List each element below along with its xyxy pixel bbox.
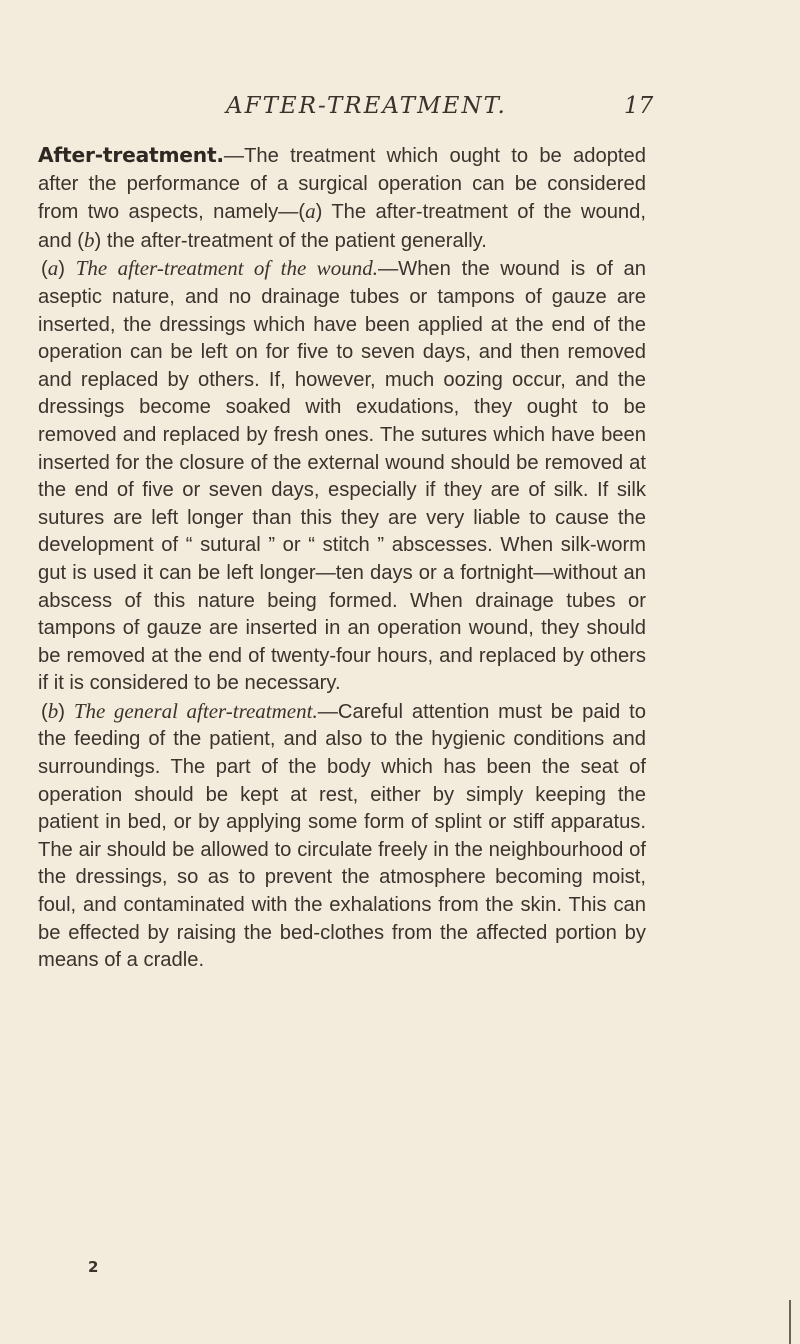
subsection-title: The after-treatment of the wound.	[75, 256, 378, 281]
running-title: AFTER-TREATMENT.	[226, 93, 507, 119]
running-head	[0, 93, 800, 127]
paragraph-text: ) The after-treatment of the wound, and (	[38, 201, 646, 252]
subsection-title: The general after-treatment.	[73, 698, 318, 723]
section-heading: After-treatment.	[38, 143, 224, 167]
paragraph-text: —Careful attention must be paid to the feeding of the patient, and also to the hygienic conditions and surroundings. The part of the body which has been the seat of operation should be kept at rest, either by simply keeping the patient in bed, or by applying some form of splint or stiff apparatus. The air should be allowed to circulate freely in the neighbourhood of the dressings, so as to prevent the atmosphere becoming moist, foul, and contaminated with the exhalations from the skin. This can be effected by raising the bed-clothes from the affected portion by means of a cradle.	[38, 700, 646, 972]
signature-mark: 2	[88, 1258, 99, 1276]
page-number: 17	[624, 93, 654, 119]
page-edge-line	[789, 1300, 791, 1344]
label-open: (	[41, 258, 48, 281]
paragraph-wound	[38, 255, 646, 698]
label-letter: b	[47, 698, 59, 723]
label-letter: a	[47, 256, 59, 281]
paragraph-text: —When the wound is of an aseptic nature, and no drainage tubes or tampons of gauze are inserted, the dressings which have been applied at the end of the operation can be left on for five to seven days, and then removed and replaced by others. If, however, much oozing occur, and the dressings become soaked with exudations, they ought to be removed and replaced by fresh ones. The sutures which have been inserted for the closure of the external wound should be removed at the end of five or seven days, especially if they are of silk. If silk sutures are left longer than this they are very liable to cause the development of “ sutural ” or “ stitch ” abscesses. When silk-worm gut is used it can be left longer—ten days or a fortnight—without an abscess of this nature being formed. When drainage tubes or tampons of gauze are inserted in an operation wound, they should be removed at the end of twenty-four hours, and replaced by others if it is considered to be necessary.	[38, 258, 647, 695]
paragraph-text: —The treatment which ought to be adopted after the performance of a surgical operation can be considered from two aspects, namely—(	[38, 145, 646, 224]
label-open: (	[41, 700, 48, 723]
paragraph-after-treatment	[38, 142, 646, 255]
body-text	[38, 142, 646, 975]
item-label-b: b	[84, 227, 95, 252]
label-close: )	[58, 700, 65, 723]
paragraph-general	[38, 698, 646, 975]
label-close: )	[58, 258, 65, 281]
item-label-a: a	[305, 199, 316, 224]
paragraph-text: ) the after-treatment of the patient generally.	[94, 229, 487, 252]
